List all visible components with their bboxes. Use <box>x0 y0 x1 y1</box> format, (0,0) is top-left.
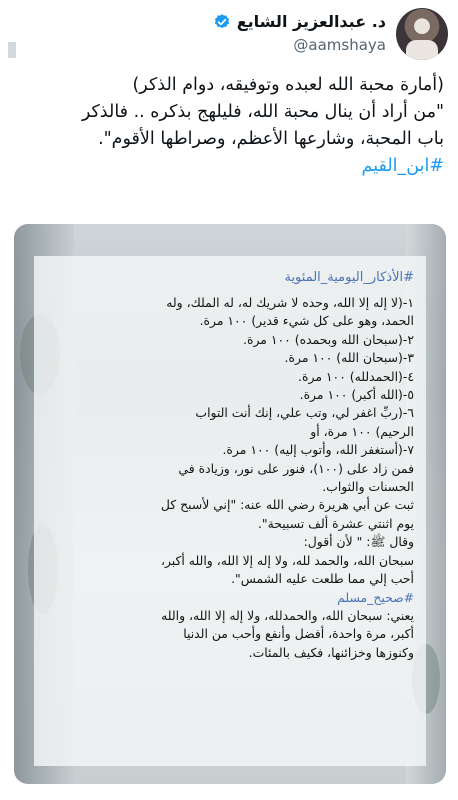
panel-line: فمن زاد على (١٠٠)، فنور على نور، وزيادة في <box>178 460 414 476</box>
panel-line: ٣-(سبحان الله) ١٠٠ مرة. <box>284 350 414 366</box>
panel-line: يوم اثنتي عشرة ألف تسبيحة". <box>257 515 414 531</box>
tweet-header <box>0 8 458 64</box>
panel-line: الحمد، وهو على كل شيء قدير) ١٠٠ مرة. <box>199 313 414 329</box>
panel-line: ٤-(الحمدلله) ١٠٠ مرة. <box>298 368 414 384</box>
author-handle[interactable]: @aamshaya <box>293 36 386 54</box>
panel-line: ٧-(أستغفر الله، وأتوب إليه) ١٠٠ مرة. <box>222 442 414 458</box>
tweet-image[interactable] <box>14 224 446 784</box>
panel-line: ٥-(الله أكبر) ١٠٠ مرة. <box>299 387 414 403</box>
avatar[interactable] <box>396 8 448 60</box>
panel-line: سبحان الله، والحمد لله، ولا إله إلا الله، والله أكبر، <box>160 552 414 568</box>
panel-title: #الأذكار_اليومية_المئوية <box>284 270 414 285</box>
panel-line: أكبر، مرة واحدة، أفضل وأنفع وأحب من الدنيا <box>183 626 414 642</box>
panel-line: وكنوزها وخزائنها، فكيف بالمئات. <box>248 644 414 660</box>
panel-source: #صحيح_مسلم <box>337 589 414 605</box>
hashtag-link[interactable]: #ابن_القيم <box>361 156 444 176</box>
tweet-text <box>12 72 444 180</box>
verified-badge-icon <box>213 13 231 31</box>
panel-text <box>42 294 414 662</box>
panel-line: ٦-(ربِّ اغفر لي، وتب علي، إنك أنت التواب <box>195 405 414 421</box>
adhkar-panel <box>34 256 426 766</box>
tweet-line: باب المحبة، وشارعها الأعظم، وصراطها الأقوم". <box>98 129 444 149</box>
panel-line: ١-(لا إله إلا الله، وحده لا شريك له، له الملك، وله <box>166 295 414 310</box>
panel-line: وقال ﷺ: " لأن أقول: <box>303 534 414 550</box>
tweet-line: "من أراد أن ينال محبة الله، فليلهج بذكره .. فالذكر <box>81 102 444 122</box>
panel-line: الحسنات والثواب. <box>322 479 414 495</box>
author-name[interactable]: د. عبدالعزيز الشايع <box>236 12 386 31</box>
more-options-icon[interactable] <box>8 42 16 58</box>
tweet-line: (أمارة محبة الله لعبده وتوفيقه، دوام الذكر) <box>132 75 444 95</box>
author-name-row <box>213 12 386 31</box>
panel-line: أحب إلي مما طلعت عليه الشمس". <box>231 571 414 587</box>
panel-line: ثبت عن أبي هريرة رضي الله عنه: "إني لأسبح كل <box>160 497 414 513</box>
panel-line: ٢-(سبحان الله وبحمده) ١٠٠ مرة. <box>243 331 414 347</box>
panel-line: يعني: سبحان الله، والحمدلله، ولا إله إلا الله، والله <box>161 607 414 623</box>
panel-line: الرحيم) ١٠٠ مرة، أو <box>310 423 414 439</box>
